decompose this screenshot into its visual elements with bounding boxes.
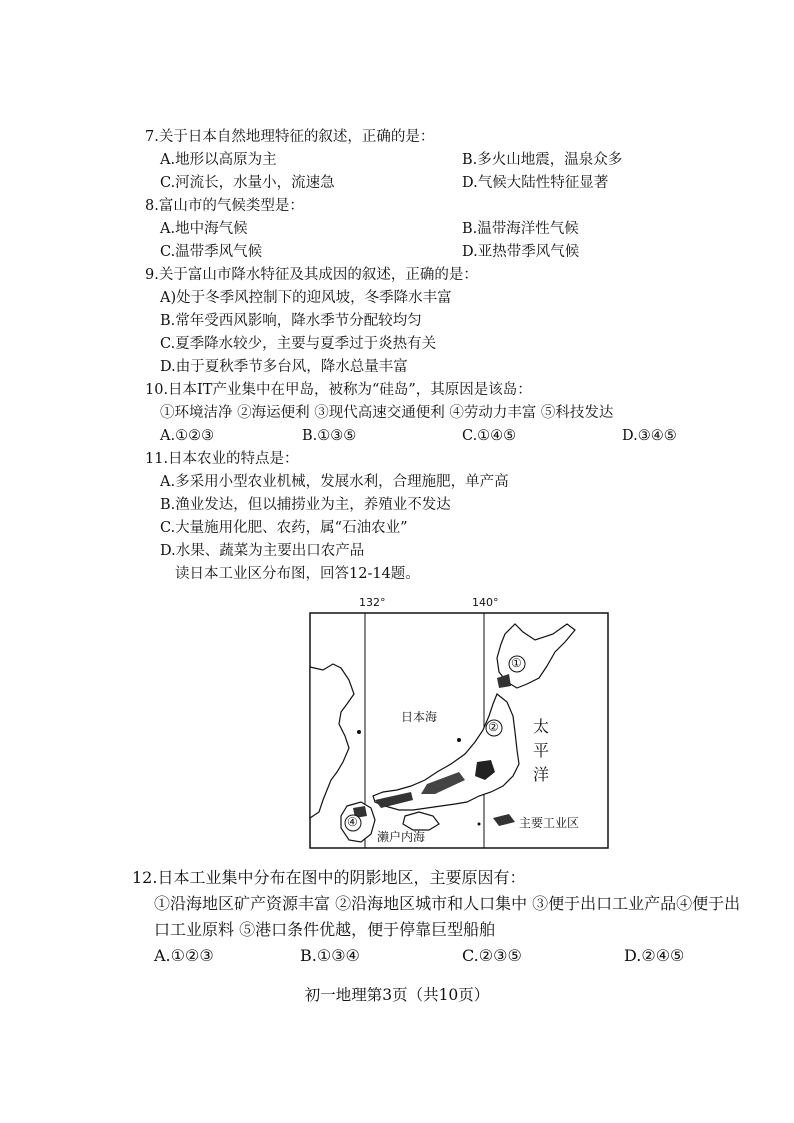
pacific-label-1: 太 [533,717,550,736]
q11-option-d: D.水果、蔬菜为主要出口农产品 [160,543,365,559]
q9-option-d: D.由于夏秋季节多台风，降水总量丰富 [160,359,408,375]
q10-items: ①环境洁净 ②海运便利 ③现代高速交通便利 ④劳动力丰富 ⑤科技发达 [160,405,614,421]
q10-stem: 10.日本IT产业集中在甲岛，被称为“硅岛”，其原因是该岛： [145,382,532,398]
q7-option-a: A.地形以高原为主 [160,152,277,168]
q8-option-b: B.温带海洋性气候 [462,221,579,237]
q8-stem: 8.富山市的气候类型是： [145,198,304,214]
q9-option-b: B.常年受西风影响，降水季节分配较均匀 [160,313,422,329]
q10-option-b: B.①③⑤ [302,428,357,444]
q9-option-a: A)处于冬季风控制下的迎风坡，冬季降水丰富 [160,290,452,306]
q7-stem: 7.关于日本自然地理特征的叙述，正确的是： [145,129,435,145]
page-footer: 初一地理第3页（共10页） [304,986,490,1004]
q12-option-c: C.②③⑤ [462,946,522,965]
island-dot [478,823,481,826]
q7-option-b: B.多火山地震，温泉众多 [462,152,623,168]
marker-4: ④ [347,815,358,829]
q10-option-a: A.①②③ [160,428,215,444]
q12-option-a: A.①②③ [154,946,214,965]
pacific-label-2: 平 [533,741,550,760]
q12-stem: 12.日本工业集中分布在图中的阴影地区，主要原因有： [132,868,526,887]
q7-option-d: D.气候大陆性特征显著 [462,175,609,191]
q7-option-c: C.河流长，水量小，流速急 [160,175,335,191]
q12-option-d: D.②④⑤ [624,946,685,965]
q11-option-a: A.多采用小型农业机械，发展水利，合理施肥，单产高 [160,474,509,490]
q11-option-c: C.大量施用化肥、农药，属“石油农业” [160,520,408,536]
q9-option-c: C.夏季降水较少，主要与夏季过于炎热有关 [160,336,437,352]
q12-items-line1: ①沿海地区矿产资源丰富 ②沿海地区城市和人口集中 ③便于出口工业产品④便于出 [154,894,741,913]
island-dot [457,738,461,742]
q8-option-c: C.温带季风气候 [160,244,263,260]
q8-option-a: A.地中海气候 [160,221,248,237]
read-prompt: 读日本工业区分布图，回答12-14题。 [175,566,420,582]
q8-option-d: D.亚热带季风气候 [462,244,580,260]
q10-option-c: C.①④⑤ [462,428,517,444]
pacific-label-3: 洋 [533,765,550,784]
q12-option-b: B.①③④ [300,946,360,965]
sea-of-japan-label: 日本海 [401,710,438,724]
longitude-label-132: 132° [359,596,386,609]
legend-label: 主要工业区 [519,816,580,830]
q10-option-d: D.③④⑤ [622,428,677,444]
japan-industry-map [309,596,609,849]
q12-items-line2: 口工业原料 ⑤港口条件优越，便于停靠巨型船舶 [154,920,496,939]
marker-1: ① [511,656,522,670]
q9-stem: 9.关于富山市降水特征及其成因的叙述，正确的是： [145,267,478,283]
inland-sea-label: 濑户内海 [377,830,426,844]
marker-2: ② [488,720,499,734]
island-dot [357,730,361,734]
q11-option-b: B.渔业发达，但以捕捞业为主，养殖业不发达 [160,497,451,513]
longitude-label-140: 140° [472,596,499,609]
q11-stem: 11.日本农业的特点是： [145,451,299,467]
